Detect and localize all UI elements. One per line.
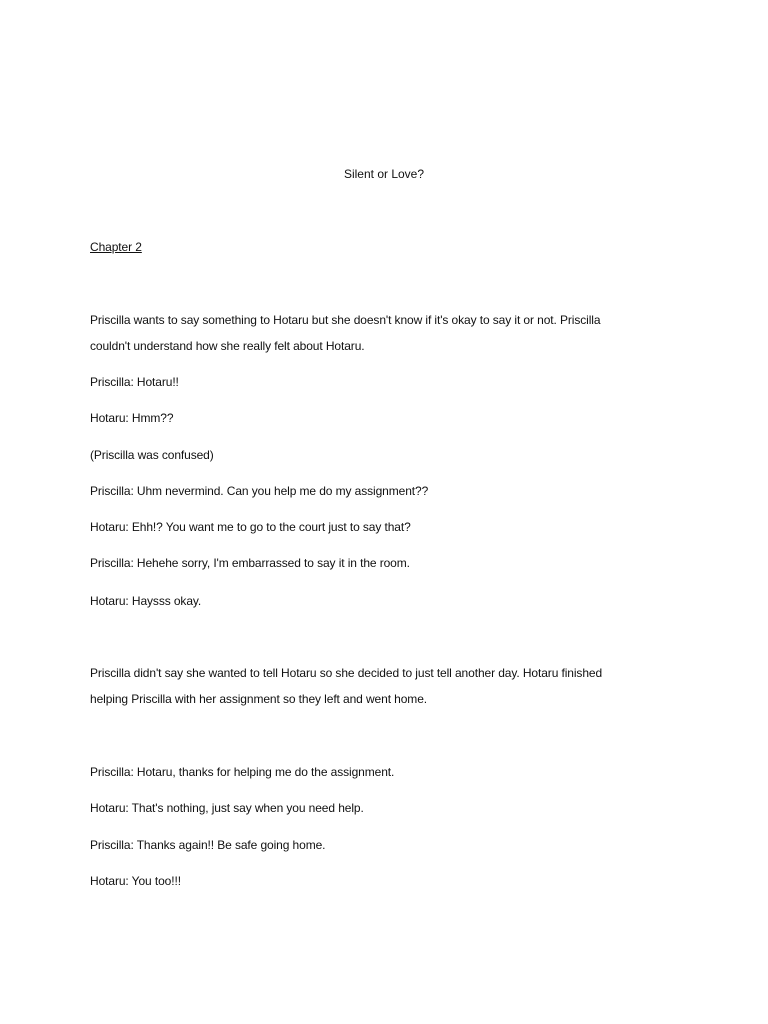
paragraph-line: Priscilla wants to say something to Hotaru but she doesn't know if it's okay to say it or not. Priscilla [90,313,601,327]
dialogue-line: Priscilla: Hehehe sorry, I'm embarrassed to say it in the room. [90,556,410,570]
dialogue-line: Hotaru: That's nothing, just say when you need help. [90,801,364,815]
dialogue-line: Hotaru: You too!!! [90,874,181,888]
dialogue-line: Priscilla: Hotaru, thanks for helping me do the assignment. [90,765,395,779]
dialogue-line: Hotaru: Ehh!? You want me to go to the court just to say that? [90,520,411,534]
document-title: Silent or Love? [343,167,425,181]
chapter-heading: Chapter 2 [90,240,142,254]
dialogue-line: Priscilla: Hotaru!! [90,375,179,389]
dialogue-line: Hotaru: Hmm?? [90,411,174,425]
dialogue-line: Hotaru: Haysss okay. [90,594,202,608]
paragraph-line: Priscilla didn't say she wanted to tell Hotaru so she decided to just tell another day. Hotaru finished [90,666,603,680]
paragraph-line: helping Priscilla with her assignment so they left and went home. [90,692,428,706]
dialogue-line: (Priscilla was confused) [90,448,214,462]
dialogue-line: Priscilla: Uhm nevermind. Can you help me do my assignment?? [90,484,429,498]
dialogue-line: Priscilla: Thanks again!! Be safe going home. [90,838,326,852]
paragraph-line: couldn't understand how she really felt about Hotaru. [90,339,365,353]
